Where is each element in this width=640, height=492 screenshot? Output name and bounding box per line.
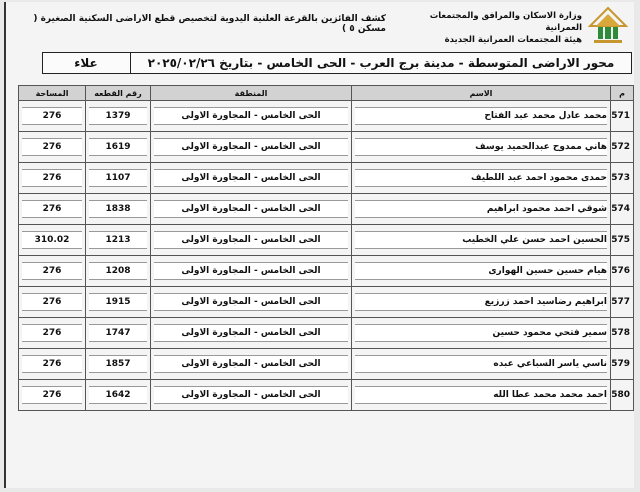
row-area-cell <box>151 163 352 194</box>
row-name-cell <box>352 194 611 225</box>
row-number: 575 <box>611 235 630 245</box>
title-bar <box>42 52 632 74</box>
row-area-cell <box>151 380 352 411</box>
row-area-cell <box>151 318 352 349</box>
header-plot: رقم القطعه <box>86 86 151 101</box>
ministry-line-1: وزارة الاسكان والمرافق والمجتمعات العمرانية <box>429 11 582 33</box>
row-name-cell <box>352 380 611 411</box>
row-area-cell <box>151 132 352 163</box>
row-size-cell <box>19 225 86 256</box>
row-number: 580 <box>611 390 630 400</box>
row-name-cell <box>352 132 611 163</box>
row-name-cell <box>352 287 611 318</box>
row-size: 276 <box>22 355 82 373</box>
table-row <box>19 318 634 349</box>
row-number: 571 <box>611 111 630 121</box>
table-row <box>19 287 634 318</box>
table-row <box>19 225 634 256</box>
table-header-row <box>19 86 634 101</box>
row-name-cell <box>352 256 611 287</box>
row-name-cell <box>352 349 611 380</box>
ministry-emblem-icon <box>588 6 628 46</box>
row-area-cell <box>151 349 352 380</box>
row-number-cell <box>611 132 634 163</box>
row-plot-number-cell <box>86 256 151 287</box>
row-area-cell <box>151 101 352 132</box>
row-name: محمد عادل محمد عبد الفتاح <box>355 107 607 125</box>
row-plot-number-cell <box>86 163 151 194</box>
row-name: هاني ممدوح عبدالحميد يوسف <box>355 138 607 156</box>
row-size: 276 <box>22 200 82 218</box>
row-size-cell <box>19 380 86 411</box>
row-plot-number-cell <box>86 287 151 318</box>
row-number-cell <box>611 349 634 380</box>
table-row <box>19 380 634 411</box>
row-plot-number: 1642 <box>89 386 147 404</box>
table-row <box>19 349 634 380</box>
row-size: 276 <box>22 324 82 342</box>
row-number: 576 <box>611 266 630 276</box>
header-size: المساحة <box>19 86 86 101</box>
row-area: الحى الخامس - المجاورة الاولى <box>154 386 348 404</box>
ministry-name <box>392 10 582 46</box>
row-area: الحى الخامس - المجاورة الاولى <box>154 107 348 125</box>
row-size: 276 <box>22 138 82 156</box>
row-name: شوقي احمد محمود ابراهيم <box>355 200 607 218</box>
row-number: 577 <box>611 297 630 307</box>
row-area: الحى الخامس - المجاورة الاولى <box>154 262 348 280</box>
row-plot-number-cell <box>86 380 151 411</box>
table-row <box>19 132 634 163</box>
row-area-cell <box>151 287 352 318</box>
row-number-cell <box>611 225 634 256</box>
row-plot-number: 1619 <box>89 138 147 156</box>
row-area-cell <box>151 194 352 225</box>
row-size-cell <box>19 101 86 132</box>
row-plot-number-cell <box>86 132 151 163</box>
row-plot-number-cell <box>86 194 151 225</box>
table-row <box>19 256 634 287</box>
winners-table <box>18 85 634 411</box>
row-size-cell <box>19 318 86 349</box>
row-size: 276 <box>22 293 82 311</box>
row-plot-number: 1107 <box>89 169 147 187</box>
table-row <box>19 101 634 132</box>
row-plot-number-cell <box>86 225 151 256</box>
row-plot-number: 1379 <box>89 107 147 125</box>
row-name: احمد محمد محمد عطا الله <box>355 386 607 404</box>
row-area: الحى الخامس - المجاورة الاولى <box>154 200 348 218</box>
row-name: ناسي ياسر السباعي عبده <box>355 355 607 373</box>
row-name-cell <box>352 225 611 256</box>
row-area: الحى الخامس - المجاورة الاولى <box>154 138 348 156</box>
row-area: الحى الخامس - المجاورة الاولى <box>154 355 348 373</box>
row-number-cell <box>611 101 634 132</box>
row-number: 578 <box>611 328 630 338</box>
ministry-line-2: هيئة المجتمعات العمرانية الجديدة <box>444 35 582 45</box>
table-row <box>19 194 634 225</box>
header-num: م <box>611 86 634 101</box>
row-plot-number: 1915 <box>89 293 147 311</box>
row-area: الحى الخامس - المجاورة الاولى <box>154 293 348 311</box>
row-size: 276 <box>22 107 82 125</box>
document-header <box>6 2 634 48</box>
row-size-cell <box>19 256 86 287</box>
row-size: 276 <box>22 262 82 280</box>
row-size-cell <box>19 287 86 318</box>
row-area: الحى الخامس - المجاورة الاولى <box>154 231 348 249</box>
row-name: الحسين احمد حسن علي الخطيب <box>355 231 607 249</box>
row-number-cell <box>611 256 634 287</box>
row-name: سمير فتحي محمود حسين <box>355 324 607 342</box>
document-sheet <box>4 2 634 488</box>
row-plot-number: 1857 <box>89 355 147 373</box>
row-area-cell <box>151 225 352 256</box>
row-name-cell <box>352 101 611 132</box>
row-plot-number: 1838 <box>89 200 147 218</box>
row-name-cell <box>352 163 611 194</box>
title-bar-side: علاء <box>74 56 98 70</box>
row-name-cell <box>352 318 611 349</box>
row-size: 276 <box>22 169 82 187</box>
header-name: الاسم <box>352 86 611 101</box>
row-area: الحى الخامس - المجاورة الاولى <box>154 169 348 187</box>
row-size: 276 <box>22 386 82 404</box>
row-number: 574 <box>611 204 630 214</box>
row-number-cell <box>611 287 634 318</box>
row-size-cell <box>19 349 86 380</box>
row-name: هيام حسين حسين الهوارى <box>355 262 607 280</box>
row-plot-number-cell <box>86 318 151 349</box>
row-size-cell <box>19 194 86 225</box>
row-plot-number: 1747 <box>89 324 147 342</box>
row-name: ابراهيم رضاسيد احمد زرزيع <box>355 293 607 311</box>
row-number-cell <box>611 194 634 225</box>
row-number-cell <box>611 380 634 411</box>
row-number: 573 <box>611 173 630 183</box>
row-plot-number-cell <box>86 349 151 380</box>
report-title: كشف الفائزين بالقرعة العلنية اليدوية لتخصيص قطع الاراضى السكنية الصغيرة ( مسكن ٥ ) <box>33 14 386 34</box>
row-plot-number: 1208 <box>89 262 147 280</box>
row-number: 579 <box>611 359 630 369</box>
table-row <box>19 163 634 194</box>
row-size-cell <box>19 163 86 194</box>
title-bar-main: محور الاراضى المتوسطة - مدينة برج العرب - الحى الخامس - بتاريخ ٢٠٢٥/٠٢/٢٦ <box>130 53 631 73</box>
row-plot-number: 1213 <box>89 231 147 249</box>
row-area-cell <box>151 256 352 287</box>
row-plot-number-cell <box>86 101 151 132</box>
row-number: 572 <box>611 142 630 152</box>
row-number-cell <box>611 318 634 349</box>
row-size: 310.02 <box>22 231 82 249</box>
row-number-cell <box>611 163 634 194</box>
row-size-cell <box>19 132 86 163</box>
row-area: الحى الخامس - المجاورة الاولى <box>154 324 348 342</box>
row-name: حمدى محمود احمد عبد اللطيف <box>355 169 607 187</box>
header-area: المنطقة <box>151 86 352 101</box>
